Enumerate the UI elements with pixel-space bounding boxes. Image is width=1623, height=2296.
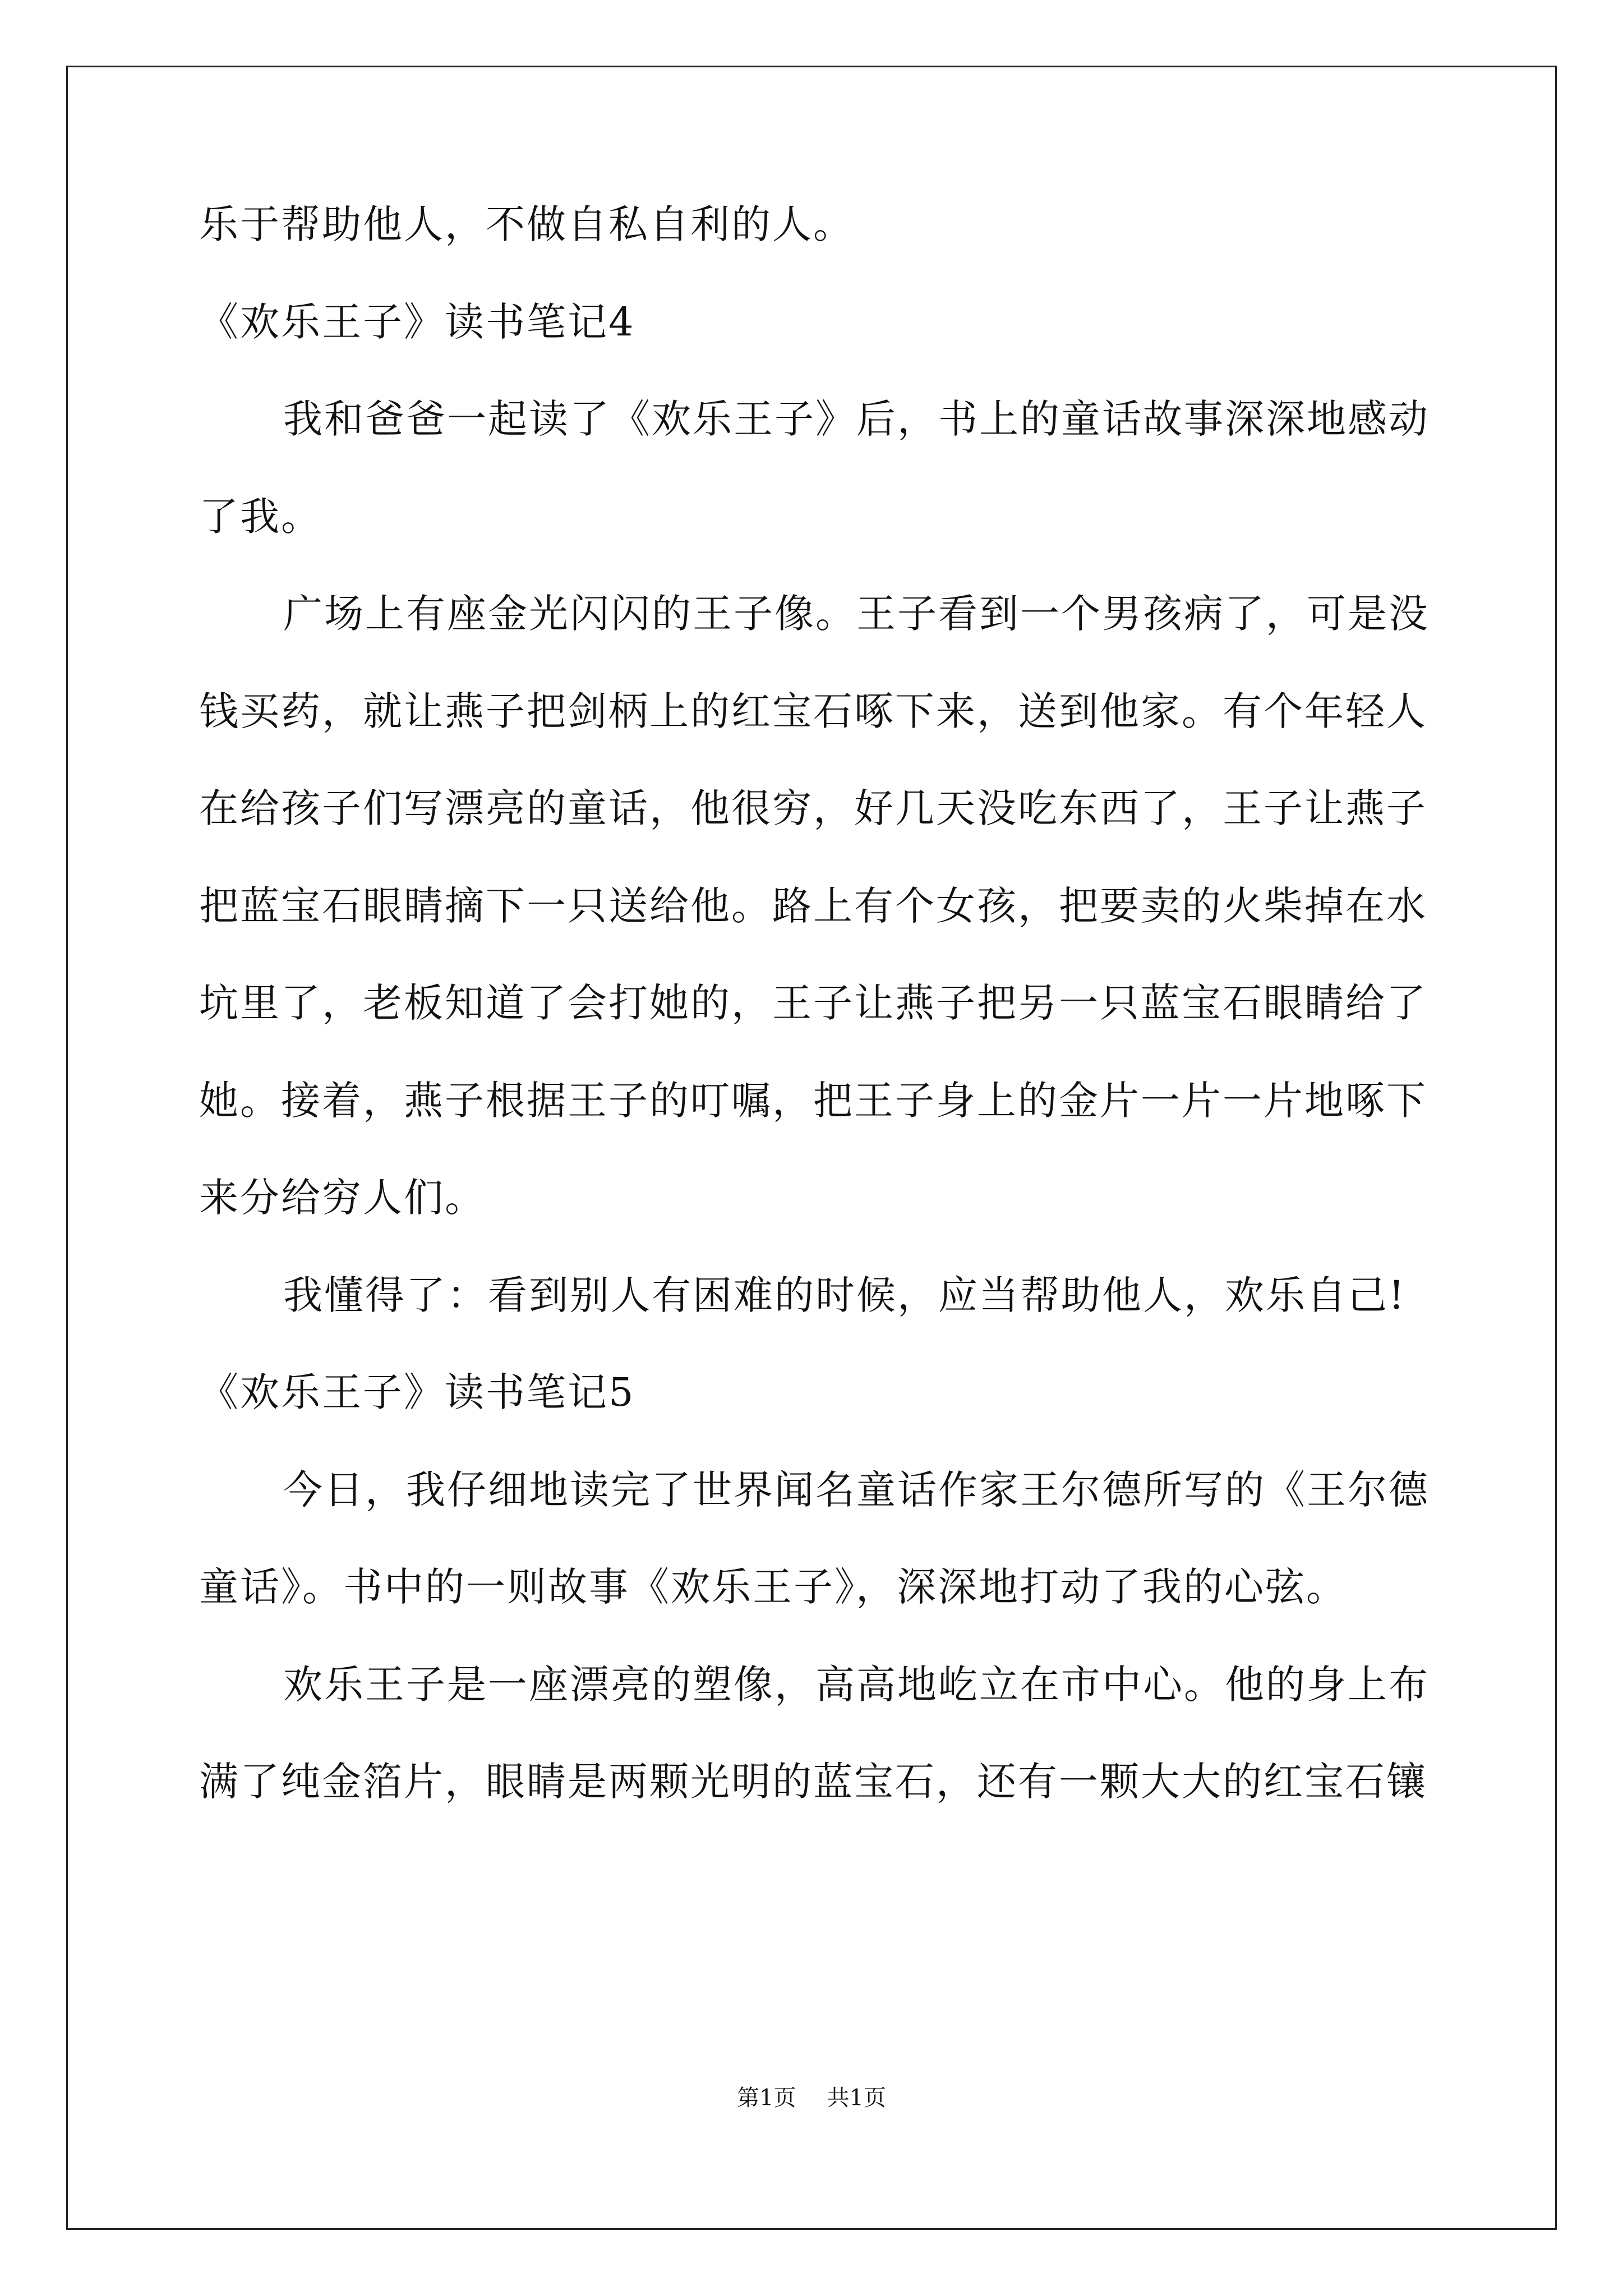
text-line: 乐于帮助他人，不做自私自利的人。 [199, 201, 854, 247]
page-footer [0, 2084, 1623, 2112]
paragraph-start: 今日，我仔细地读完了世界闻名童话作家王尔德所写的《王尔德 [283, 1466, 1430, 1513]
text-line: 来分给穷人们。 [199, 1175, 486, 1221]
text-line: 钱买药，就让燕子把剑柄上的红宝石啄下来，送到他家。有个年轻人 [199, 688, 1427, 734]
paragraph-start: 我懂得了：看到别人有困难的时候，应当帮助他人，欢乐自己! [283, 1272, 1407, 1318]
section-heading-5: 《欢乐王子》读书笔记5 [199, 1369, 635, 1415]
paragraph-start: 我和爸爸一起读了《欢乐王子》后，书上的童话故事深深地感动 [283, 396, 1430, 442]
text-line: 童话》。书中的一则故事《欢乐王子》，深深地打动了我的心弦。 [199, 1564, 1347, 1610]
text-line: 把蓝宝石眼睛摘下一只送给他。路上有个女孩，把要卖的火柴掉在水 [199, 882, 1427, 929]
text-line: 她。接着，燕子根据王子的叮嘱，把王子身上的金片一片一片地啄下 [199, 1077, 1427, 1124]
paragraph-start: 欢乐王子是一座漂亮的塑像，高高地屹立在市中心。他的身上布 [283, 1661, 1430, 1708]
text-line: 满了纯金箔片，眼睛是两颗光明的蓝宝石，还有一颗大大的红宝石镶 [199, 1759, 1427, 1805]
document-body [199, 199, 1430, 1854]
paragraph-start: 广场上有座金光闪闪的王子像。王子看到一个男孩病了，可是没 [283, 591, 1430, 637]
page-total: 共1页 [827, 2085, 886, 2111]
section-heading-4: 《欢乐王子》读书笔记4 [199, 298, 635, 345]
text-line: 了我。 [199, 493, 322, 540]
text-line: 坑里了，老板知道了会打她的，王子让燕子把另一只蓝宝石眼睛给了 [199, 980, 1427, 1026]
text-line: 在给孩子们写漂亮的童话，他很穷，好几天没吃东西了，王子让燕子 [199, 785, 1427, 831]
page-number: 第1页 [737, 2085, 796, 2111]
